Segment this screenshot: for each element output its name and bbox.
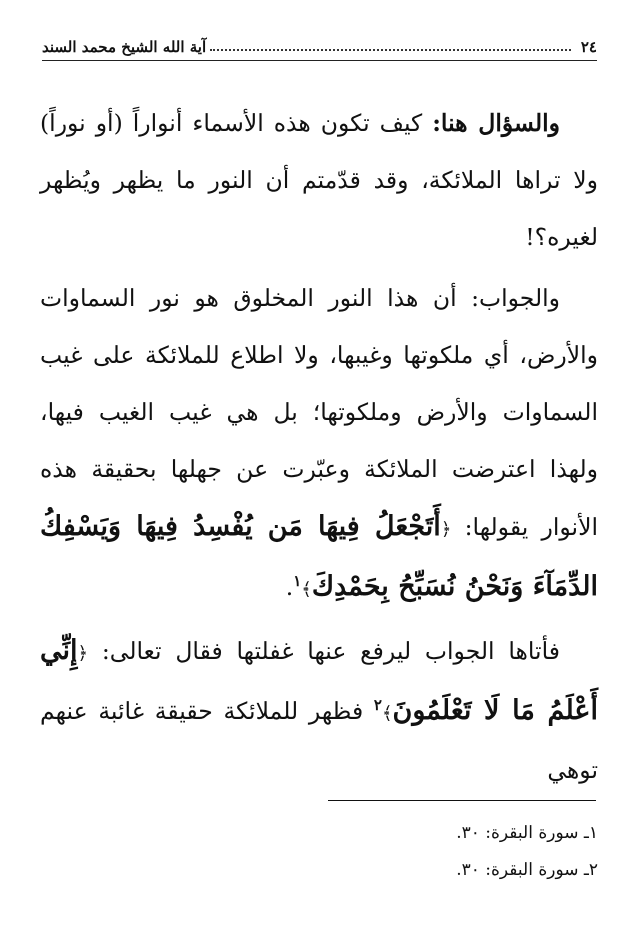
header-rule — [42, 60, 597, 61]
paragraph-answer — [40, 270, 598, 618]
footnotes — [330, 815, 598, 889]
footnote-item: ١ـ سورة البقرة: ٣٠. — [456, 823, 598, 843]
main-text — [40, 95, 598, 799]
answer-text: والجواب: أن هذا النور المخلوق هو نور السماوات والأرض، أي ملكوتها وغيبها، ولا اطلاع للملائكة على غيب السماوات والأرض وملكوتها؛ بل هي غيب الغيب فيها، ولهذا اعترضت الملائكة وعبّرت عن جهلها بحقيقة هذه الأنوار يقولها: — [40, 284, 598, 541]
question-text: كيف تكون هذه الأسماء أنواراً (أو نوراً) ولا تراها الملائكة، وقد قدّمتم أن النور ما يظهر ويُظهر لغيره؟! — [40, 109, 598, 251]
reply-continuation: فظهر للملائكة حقيقة غائبة عنهم توهي — [40, 697, 598, 784]
footnote-ref[interactable]: ٢ — [373, 696, 382, 715]
paragraph-question — [40, 95, 598, 266]
page-number: ٢٤ — [580, 38, 597, 56]
verse-close-ornament: ﴾ — [301, 579, 312, 600]
footnote-item: ٢ـ سورة البقرة: ٣٠. — [456, 860, 598, 880]
footnote-ref[interactable]: ١ — [293, 572, 302, 591]
verse-open-ornament: ﴿ — [440, 519, 452, 540]
paragraph-reply — [40, 622, 598, 799]
quran-verse: أَتَجْعَلُ فِيهَا مَن يُفْسِدُ فِيهَا وَيَسْفِكُ الدِّمَآءَ وَنَحْنُ نُسَبِّحُ بِحَمْدِكَ — [40, 511, 598, 602]
running-header — [42, 30, 597, 56]
question-label: والسؤال هنا: — [432, 109, 560, 137]
header-dot-leader — [210, 49, 571, 51]
verse-close-ornament: ﴾ — [381, 703, 393, 724]
quran-verse: إِنِّي أَعْلَمُ مَا لَا تَعْلَمُونَ — [40, 635, 598, 726]
reply-text: فأتاها الجواب ليرفع عنها غفلتها فقال تعالى: — [88, 637, 560, 665]
sentence-end: . — [285, 573, 294, 601]
verse-open-ornament: ﴿ — [77, 643, 89, 664]
footnote-separator — [328, 800, 596, 801]
header-title: آية الله الشيخ محمد السند — [42, 38, 207, 56]
